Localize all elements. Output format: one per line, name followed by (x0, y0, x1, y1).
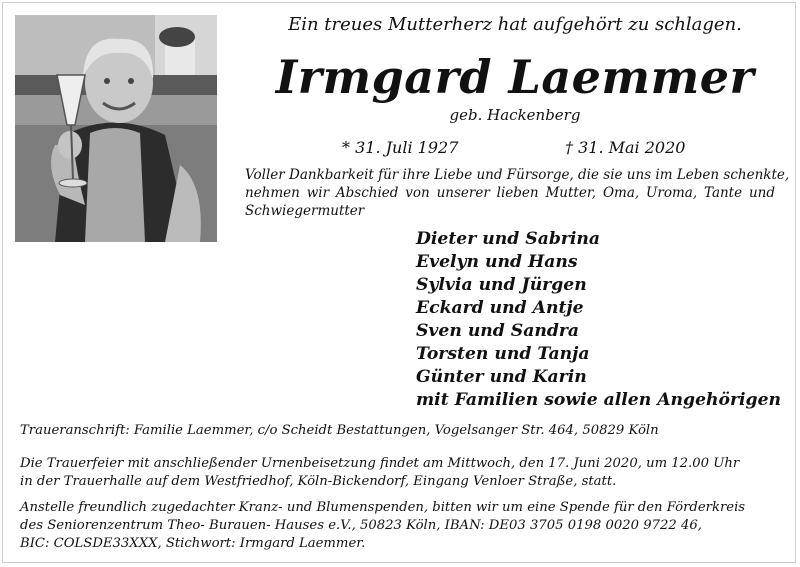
donation-line: Anstelle freundlich zugedachter Kranz- und Blumenspenden, bitten wir um eine Spende für den Förderkreis (20, 500, 746, 515)
family-member: Torsten und Tanja (416, 344, 590, 364)
family-member: Günter und Karin (416, 367, 587, 387)
birth-date: * 31. Juli 1927 (342, 138, 459, 157)
intro-line: nehmen wir Abschied von unserer lieben Mutter, Oma, Uroma, Tante und (245, 185, 775, 201)
maiden-name: geb. Hackenberg (449, 106, 581, 124)
donation-line: des Seniorenzentrum Theo- Burauen- Hauses e.V., 50823 Köln, IBAN: DE03 3705 0198 0020 9722 46, (20, 518, 702, 533)
ceremony-line: in der Trauerhalle auf dem Westfriedhof, Köln-Bickendorf, Eingang Venloer Straße, statt. (20, 474, 617, 489)
portrait-photo (15, 15, 217, 242)
intro-line: Voller Dankbarkeit für ihre Liebe und Fürsorge, die sie uns im Leben schenkte, (245, 167, 790, 183)
family-member: Dieter und Sabrina (416, 229, 601, 249)
death-date: † 31. Mai 2020 (565, 138, 686, 157)
headline: Ein treues Mutterherz hat aufgehört zu schlagen. (288, 14, 742, 35)
mourning-address: Traueranschrift: Familie Laemmer, c/o Scheidt Bestattungen, Vogelsanger Str. 464, 50829 Köln (20, 423, 659, 438)
portrait-illustration (15, 15, 217, 242)
intro-line: Schwiegermutter (245, 203, 365, 219)
family-member: Sven und Sandra (416, 321, 580, 341)
donation-line: BIC: COLSDE33XXX, Stichwort: Irmgard Laemmer. (20, 536, 366, 551)
family-member: Eckard und Antje (416, 298, 584, 318)
deceased-name: Irmgard Laemmer (275, 50, 755, 104)
family-member: Evelyn und Hans (416, 252, 578, 272)
ceremony-line: Die Trauerfeier mit anschließender Urnenbeisetzung findet am Mittwoch, den 17. Juni 2020, um 12.00 Uhr (20, 456, 740, 471)
family-closing-line: mit Familien sowie allen Angehörigen (416, 390, 781, 410)
family-member: Sylvia und Jürgen (416, 275, 587, 295)
